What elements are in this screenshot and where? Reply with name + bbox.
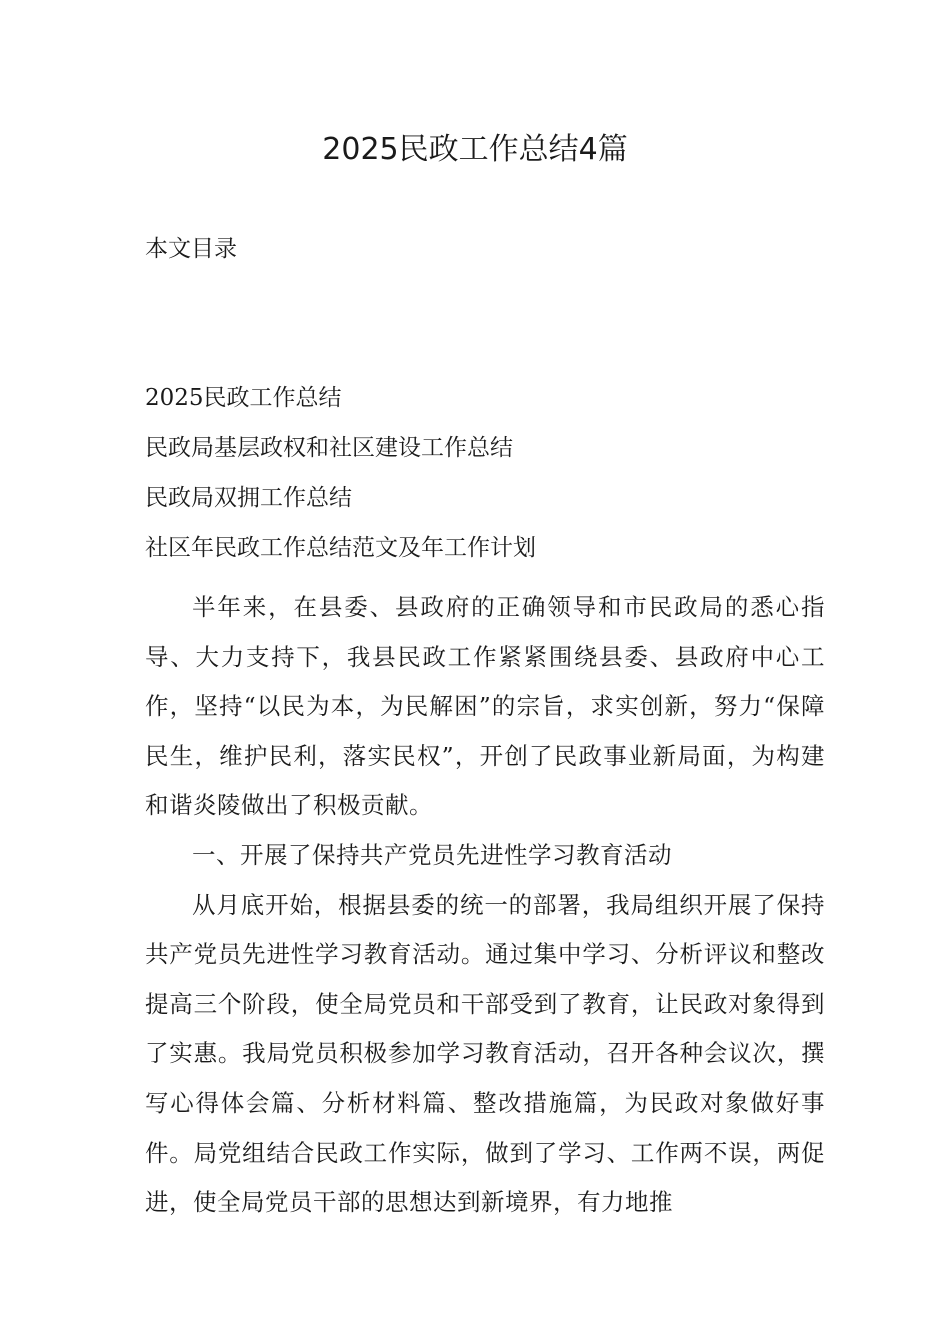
paragraph-intro: 半年来，在县委、县政府的正确领导和市民政局的悉心指导、大力支持下，我县民政工作紧紧围绕县委、县政府中心工作，坚持“以民为本，为民解困”的宗旨，求实创新，努力“保障民生，维护民利，落实民权”，开创了民政事业新局面，为构建和谐炎陵做出了积极贡献。 xyxy=(145,593,825,820)
toc-item[interactable]: 社区年民政工作总结范文及年工作计划 xyxy=(145,535,536,561)
document-title: 2025民政工作总结4篇 xyxy=(322,132,628,167)
toc-list xyxy=(145,381,536,581)
toc-item[interactable]: 2025民政工作总结 xyxy=(145,385,342,411)
body-text xyxy=(145,583,825,1228)
paragraph-section-1: 从月底开始，根据县委的统一的部署，我局组织开展了保持共产党员先进性学习教育活动。通过集中学习、分析评议和整改提高三个阶段，使全局党员和干部受到了教育，让民政对象得到了实惠。我局党员积极参加学习教育活动，召开各种会议次，撰写心得体会篇、分析材料篇、整改措施篇，为民政对象做好事件。局党组结合民政工作实际，做到了学习、工作两不误，两促进，使全局党员干部的思想达到新境界，有力地推 xyxy=(145,890,825,1217)
toc-item[interactable]: 民政局基层政权和社区建设工作总结 xyxy=(145,435,513,461)
toc-heading: 本文目录 xyxy=(145,236,237,262)
toc-item[interactable]: 民政局双拥工作总结 xyxy=(145,485,352,511)
section-heading: 一、开展了保持共产党员先进性学习教育活动 xyxy=(192,840,672,869)
